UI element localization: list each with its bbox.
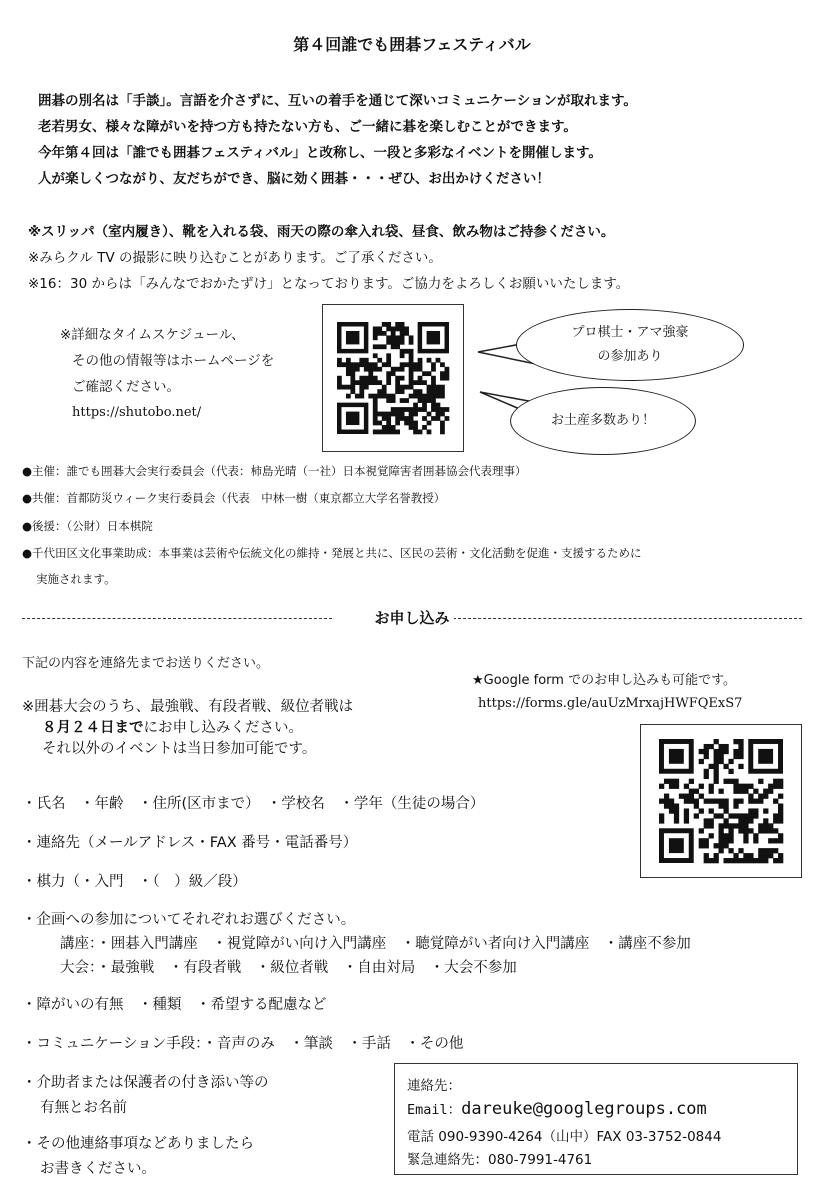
note-line: ※みらクル TV の撮影に映り込むことがあります。ご了承ください。 bbox=[28, 250, 442, 266]
email-label: Email： bbox=[407, 1102, 462, 1118]
contact-box bbox=[394, 1063, 798, 1175]
contact-phone: 電話 090-9390-4264（山中）FAX 03-3752-0844 bbox=[407, 1129, 722, 1145]
info-block bbox=[60, 322, 274, 426]
course-options: 講座：・囲碁入門講座 ・視覚障がい向け入門講座 ・聴覚障がい者向け入門講座 ・講座不参加 bbox=[60, 936, 691, 952]
emergency-contact: 緊急連絡先：080-7991-4761 bbox=[407, 1152, 593, 1168]
bubble-text: お土産多数あり！ bbox=[550, 413, 655, 428]
google-form-qr-code[interactable] bbox=[640, 724, 802, 878]
form-item: ・障がいの有無 ・種類 ・希望する配慮など bbox=[22, 997, 327, 1013]
apply-lead: 下記の内容を連絡先までお送りください。 bbox=[22, 656, 270, 671]
pro-player-bubble bbox=[516, 309, 744, 381]
page-title: 第４回誰でも囲碁フェスティバル bbox=[293, 35, 531, 54]
organizer-line bbox=[22, 463, 527, 479]
bubble-text: プロ棋士・アマ強豪 bbox=[571, 325, 689, 340]
form-item: ・介助者または保護者の付き添い等の bbox=[22, 1075, 269, 1091]
bubble-text: の参加あり bbox=[597, 349, 663, 364]
gift-bubble bbox=[510, 387, 696, 455]
organizer-text: 共催：首都防災ウィーク実行委員会（代表 中林一樹（東京都立大学名誉教授） bbox=[32, 491, 446, 505]
deadline-line: ※囲碁大会のうち、最強戦、有段者戦、級位者戦は bbox=[22, 699, 354, 715]
tournament-options: 大会：・最強戦 ・有段者戦 ・級位者戦 ・自由対局 ・大会不参加 bbox=[60, 960, 517, 976]
intro-line: 人が楽しくつながり、友だちができ、脳に効く囲碁・・・ぜひ、お出かけください！ bbox=[38, 171, 550, 187]
organizer-line bbox=[22, 490, 445, 506]
form-item: ・その他連絡事項などありましたら bbox=[22, 1136, 254, 1152]
google-form-url[interactable]: https://forms.gle/auUzMrxajHWFQExS7 bbox=[478, 696, 743, 711]
organizer-text: 主催：誰でも囲碁大会実行委員会（代表：柿島光晴（一社）日本視覚障害者囲碁協会代表理事） bbox=[32, 464, 527, 478]
form-item-cont: 有無とお名前 bbox=[40, 1100, 127, 1116]
bullet-icon: ● bbox=[22, 464, 33, 478]
form-item: ・コミュニケーション手段：・音声のみ ・筆談 ・手話 ・その他 bbox=[22, 1036, 464, 1052]
deadline-note bbox=[22, 697, 353, 760]
note-line: ※16：30 からは「みんなでおかたずけ」となっております。ご協力をよろしくお願いいたします。 bbox=[28, 276, 630, 292]
info-line: その他の情報等はホームページを bbox=[72, 353, 275, 369]
deadline-line: にお申し込みください。 bbox=[143, 720, 303, 736]
intro-line: 老若男女、様々な障がいを持つ方も持たない方も、ご一緒に碁を楽しむことができます。 bbox=[38, 119, 577, 135]
apply-heading: お申し込み bbox=[370, 609, 453, 627]
bullet-icon: ● bbox=[22, 546, 33, 560]
deadline-line: それ以外のイベントは当日参加可能です。 bbox=[42, 741, 317, 757]
organizer-continuation: 実施されます。 bbox=[36, 572, 116, 586]
contact-label: 連絡先： bbox=[407, 1078, 461, 1094]
form-item: ・棋力（・入門 ・（ ）級／段） bbox=[22, 874, 247, 890]
form-item: ・連絡先（メールアドレス・FAX 番号・電話番号） bbox=[22, 835, 358, 851]
apply-divider bbox=[22, 607, 802, 629]
google-form-note: ★Google form でのお申し込みも可能です。 bbox=[472, 673, 737, 688]
note-line: ※スリッパ（室内履き）、靴を入れる袋、雨天の際の傘入れ袋、昼食、飲み物はご持参ください。 bbox=[28, 224, 615, 240]
organizer-line bbox=[22, 518, 153, 534]
deadline-date: ８月２４日まで bbox=[42, 720, 144, 736]
homepage-url[interactable]: https://shutobo.net/ bbox=[72, 405, 202, 420]
organizer-text: 千代田区文化事業助成：本事業は芸術や伝統文化の維持・発展と共に、区民の芸術・文化活動を促進・支援するために bbox=[32, 546, 642, 560]
homepage-qr-code[interactable] bbox=[322, 304, 464, 452]
form-item: ・氏名 ・年齢 ・住所(区市まで） ・学校名 ・学年（生徒の場合） bbox=[22, 796, 485, 812]
info-line: ご確認ください。 bbox=[72, 379, 180, 395]
intro-line: 囲碁の別名は「手談」。言語を介さずに、互いの着手を通じて深いコミュニケーションが取れます。 bbox=[38, 93, 637, 109]
organizer-line bbox=[22, 545, 642, 561]
contact-email[interactable]: dareuke@googlegroups.com bbox=[461, 1099, 707, 1119]
form-item: ・企画への参加についてそれぞれお選びください。 bbox=[22, 912, 356, 928]
form-item-cont: お書きください。 bbox=[40, 1161, 156, 1177]
bullet-icon: ● bbox=[22, 491, 33, 505]
bullet-icon: ● bbox=[22, 519, 33, 533]
organizer-text: 後援：（公財）日本棋院 bbox=[32, 519, 153, 533]
intro-line: 今年第４回は「誰でも囲碁フェスティバル」と改称し、一段と多彩なイベントを開催します。 bbox=[38, 145, 602, 161]
info-line: ※詳細なタイムスケジュール、 bbox=[60, 327, 245, 343]
